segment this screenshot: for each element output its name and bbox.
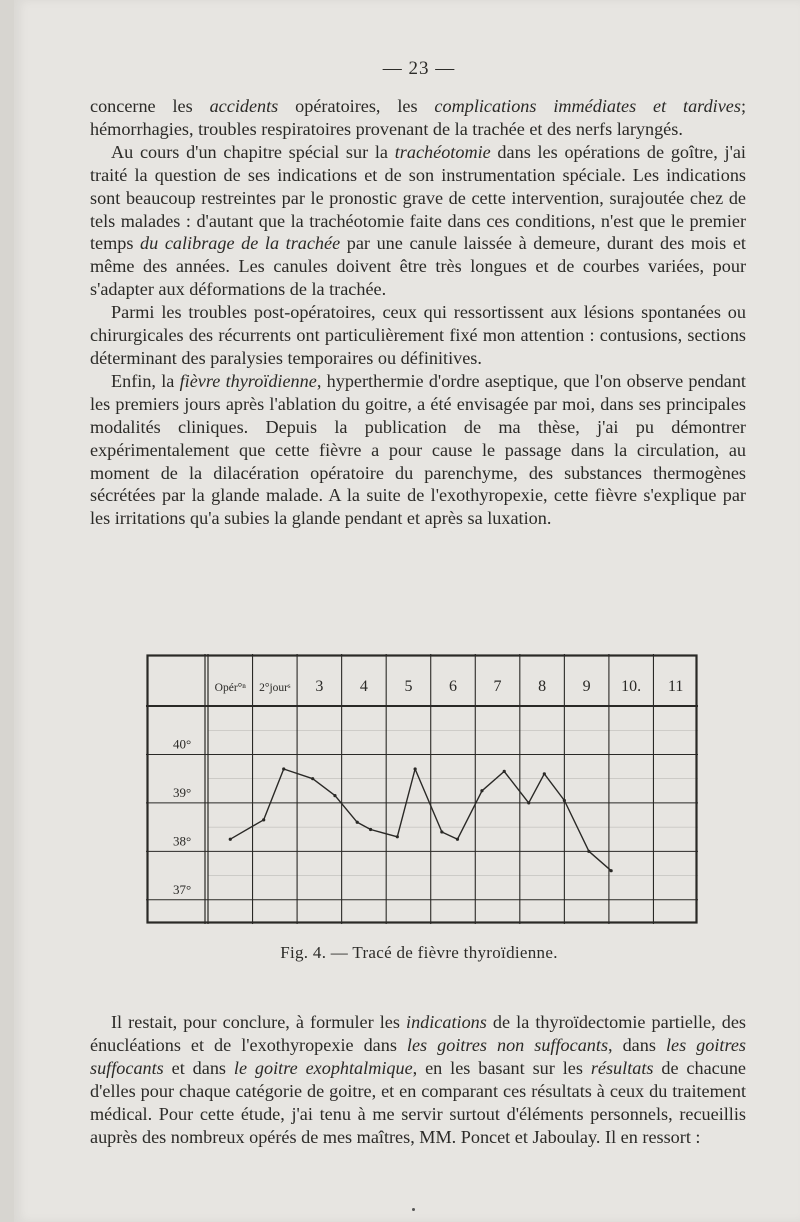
italic-run: les goitres suffocants	[90, 1035, 746, 1079]
temperature-point	[414, 767, 417, 770]
italic-run: accidents	[209, 96, 279, 116]
text-run: et dans	[163, 1058, 234, 1079]
temperature-point	[587, 850, 590, 853]
temperature-point	[369, 828, 372, 831]
text-run: opératoires, les	[278, 96, 435, 116]
paragraph	[90, 301, 746, 370]
page-number: — 23 —	[382, 58, 456, 79]
text-run: concerne les	[90, 96, 210, 116]
x-category-label: 4	[359, 678, 368, 695]
book-page	[14, 0, 800, 1222]
figure-caption: Fig. 4. — Tracé de fièvre thyroïdienne.	[280, 943, 558, 962]
temperature-point	[229, 838, 232, 841]
x-category-label: 10.	[621, 678, 642, 695]
x-category-label: 5	[404, 678, 413, 695]
fever-chart	[146, 654, 698, 924]
temperature-point	[262, 818, 265, 821]
italic-run: le goitre exophtalmique	[233, 1058, 413, 1079]
temperature-point	[396, 835, 399, 838]
text-run: Parmi les troubles post-opératoires, ceux qui ressortissent aux lésions spontanées ou chirurgicales des récurrents ont particulièrement fixé mon attention : contusions, sections déterminant des paralysies temporaires ou définitives.	[90, 302, 746, 368]
temperature-point	[563, 799, 566, 802]
print-speck	[412, 1208, 415, 1211]
text-run: , hyperthermie d'ordre aseptique, que l'on observe pendant les premiers jours après l'ablation du goitre, a été envisagée par moi, dans ses principales modalités cliniques. Depuis la publication de ma thèse, j'ai pu démontrer expérimentalement que cette fièvre a pour cause le passage dans la circulation, au moment de la dilacération opératoire du parenchyme, des substances thermogènes sécrétées par la glande malade. A la suite de l'exothyropexie, cette fièvre s'explique par les irritations qu'a subies la glande pendant et après sa luxation.	[90, 370, 746, 529]
italic-run: résultats	[590, 1058, 654, 1079]
italic-run: complications immédiates et tardives	[434, 96, 741, 116]
paragraph	[90, 141, 746, 301]
temperature-point	[527, 801, 530, 804]
temperature-point	[480, 789, 483, 792]
y-tick-label: 39°	[173, 784, 192, 800]
text-run: par une canule laissée à demeure, durant des mois et même des années. Les canules doivent être très longues et de courbes variées, pour s'adapter aux déformations de la trachée.	[90, 233, 746, 300]
paragraph	[90, 95, 746, 141]
italic-run: fièvre thyroïdienne	[179, 370, 317, 391]
temperature-point	[503, 770, 506, 773]
y-tick-label: 37°	[173, 881, 192, 897]
text-run: dans les opérations de goître, j'ai traité la question de ses indications et de son instrumentation spéciale. Les indications sont beaucoup restreintes par le pronostic grave de cette intervention, surajoutée chez de tels malades : d'autant que la trachéotomie faite dans ces conditions, n'est que le premier temps	[90, 141, 746, 254]
x-category-label: 7	[493, 678, 502, 695]
text-run: de la thyroïdectomie partielle, des énucléations et de l'exothyropexie dans	[90, 1012, 746, 1056]
italic-run: trachéotomie	[394, 141, 491, 162]
temperature-point	[610, 869, 613, 872]
text-run: ; hémorrhagies, troubles respiratoires provenant de la trachée et des nerfs laryngés.	[90, 96, 747, 139]
x-category-label: 8	[538, 678, 547, 695]
text-run: Au cours d'un chapitre spécial sur la	[111, 141, 395, 162]
temperature-point	[282, 767, 285, 770]
italic-run: indications	[406, 1012, 487, 1032]
temperature-point	[456, 838, 459, 841]
chart-frame	[148, 656, 697, 923]
italic-run: du calibrage de la trachée	[140, 233, 341, 254]
temperature-point	[440, 830, 443, 833]
text-run: Enfin, la	[111, 370, 180, 391]
italic-run: les goitres non suffocants	[406, 1035, 609, 1056]
text-block-bottom	[90, 1011, 746, 1150]
temperature-line	[230, 769, 611, 871]
paragraph	[90, 1011, 746, 1150]
y-tick-label: 40°	[173, 736, 192, 752]
temperature-point	[333, 794, 336, 797]
temperature-point	[356, 821, 359, 824]
temperature-point	[311, 777, 314, 780]
paragraph	[90, 370, 746, 530]
x-category-label: 2°jourˢ	[259, 682, 291, 694]
temperature-point	[543, 772, 546, 775]
text-block-top	[90, 95, 746, 530]
text-run: , en les basant sur les	[412, 1058, 591, 1079]
text-run: , dans	[608, 1035, 666, 1056]
x-category-label: 6	[449, 678, 457, 695]
x-category-label: 3	[315, 678, 324, 695]
x-category-label: 9	[582, 678, 591, 695]
x-category-label: 11	[668, 678, 684, 695]
text-run: de chacune d'elles pour chaque catégorie de goitre, et en comparant ces résultats à ceux du traitement médical. Pour cette étude, j'ai tenu à me servir surtout d'éléments personnels, recueillis auprès des nombreux opérés de mes maîtres, MM. Poncet et Jaboulay. Il en ressort :	[90, 1058, 746, 1148]
x-category-label: Opér°ⁿ	[214, 682, 246, 694]
text-run: Il restait, pour conclure, à formuler les	[111, 1012, 407, 1032]
fever-chart-svg	[146, 654, 698, 924]
y-tick-label: 38°	[173, 833, 192, 849]
